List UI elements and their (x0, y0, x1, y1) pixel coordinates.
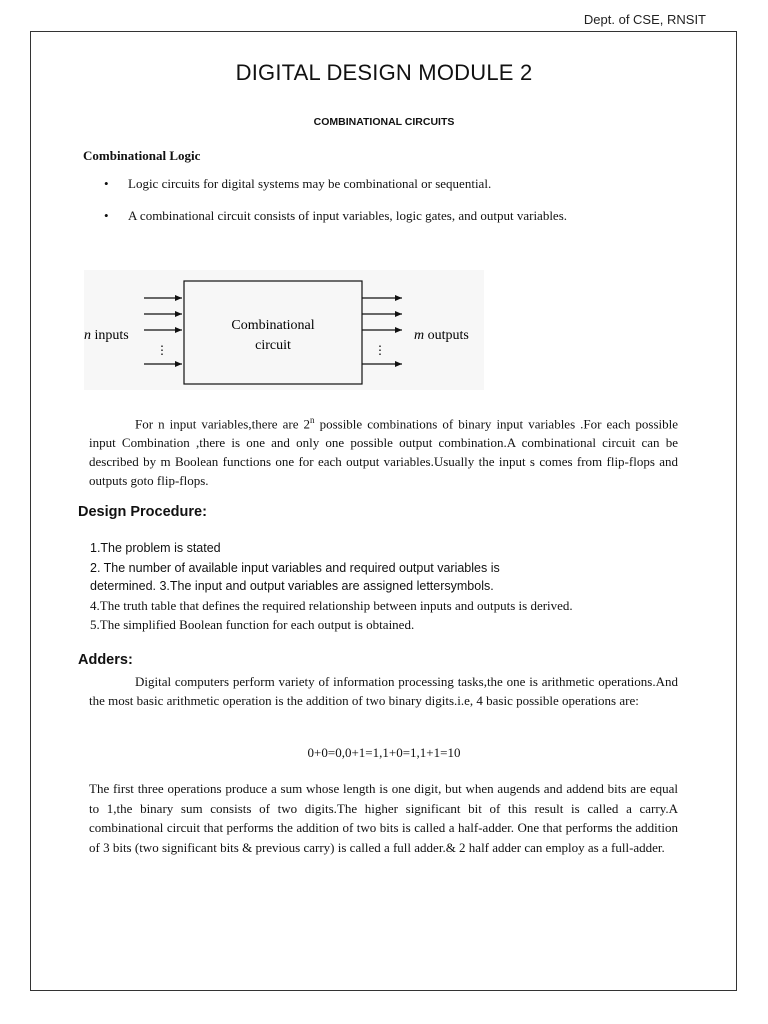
combinational-logic-heading: Combinational Logic (83, 148, 201, 163)
circuit-box-label-1: Combinational (231, 318, 315, 333)
combinational-circuit-diagram (84, 270, 484, 390)
adders-paragraph-2: The first three operations produce a sum whose length is one digit, but when augends and addend bits are equal to 1,the binary sum consists of two digits.The higher significant bit of this result is called a carry.A combinational circuit that performs the addition of two bits is called a half-adder. One that performs the addition of 3 bits (two significant bits & previous carry) is called a full adder.& 2 half adder can employ as a full-adder. (89, 781, 678, 855)
bullet-text: A combinational circuit consists of input variables, logic gates, and output variables. (128, 208, 568, 223)
procedure-step-3: determined. 3.The input and output variables are assigned lettersymbols. (90, 579, 494, 593)
bullet-text: Logic circuits for digital systems may be combinational or sequential. (128, 176, 492, 191)
design-procedure-heading: Design Procedure: (78, 504, 207, 520)
adders-heading: Adders: (78, 652, 133, 668)
procedure-step-2: 2. The number of available input variables and required output variables is (90, 561, 500, 575)
adders-paragraph-1: Digital computers perform variety of information processing tasks,the one is arithmetic operations.And the most basic arithmetic operation is the addition of two binary digits.i.e, 4 basic possible operations are: (89, 674, 678, 708)
input-ellipsis: ⋮ (156, 343, 168, 357)
inputs-label: n inputs (84, 328, 129, 343)
bullet-dot: • (104, 208, 109, 223)
bullet-dot: • (104, 176, 109, 191)
procedure-step-4: 4.The truth table that defines the required relationship between inputs and outputs is derived. (90, 598, 573, 613)
procedure-step-1: 1.The problem is stated (90, 541, 221, 555)
binary-addition-equation: 0+0=0,0+1=1,1+0=1,1+1=10 (307, 745, 461, 760)
outputs-label: m outputs (414, 328, 469, 343)
department-header: Dept. of CSE, RNSIT (583, 12, 706, 27)
output-ellipsis: ⋮ (374, 343, 386, 357)
intro-paragraph: For n input variables,there are 2$^n$ possible combinations of binary input variables .For each possible input Combination ,there is one and only one possible output combination.A combinational circuit can be described by m Boolean functions one for each output variables.Usually the input s comes from flip-flops and outputs goto flip-flops. (89, 415, 678, 489)
procedure-step-5: 5.The simplified Boolean function for each output is obtained. (90, 617, 415, 632)
page-title: DIGITAL DESIGN MODULE 2 (235, 60, 533, 85)
circuit-box-label-2: circuit (255, 338, 291, 353)
page-subtitle: COMBINATIONAL CIRCUITS (313, 116, 455, 128)
